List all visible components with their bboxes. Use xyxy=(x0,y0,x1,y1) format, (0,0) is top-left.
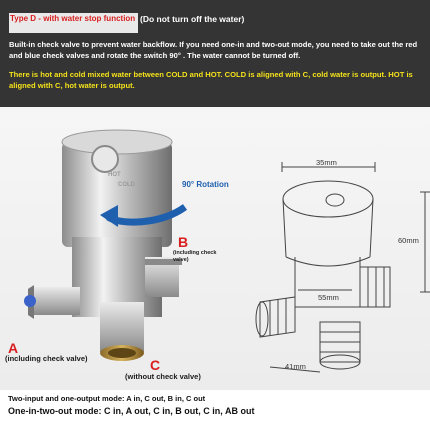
knob-engraving-hot: HOT xyxy=(108,172,121,178)
technical-drawing xyxy=(256,162,430,372)
type-label: Type D - with water stop function xyxy=(10,14,136,23)
port-c-note: (without check valve) xyxy=(125,372,201,381)
mode-two-in-one-out: Two-input and one-output mode: A in, C out, B in, C out xyxy=(8,394,206,403)
dimension-bottom: 41mm xyxy=(285,362,306,371)
port-a-label: A xyxy=(8,340,19,356)
dimension-top: 35mm xyxy=(316,158,337,167)
mode-one-in-two-out: One-in-two-out mode: C in, A out, C in, B out, C in, AB out xyxy=(8,406,255,416)
product-illustration xyxy=(0,107,430,390)
port-b-note: (including check valve) xyxy=(173,250,217,263)
knob-engraving-cold: COLD xyxy=(118,182,135,188)
description-text: Built-in check valve to prevent water backflow. If you need one-in and two-out mode, you need to take out the red and blue check valves and rotate the switch 90° . The water cannot be turned off. xyxy=(9,40,418,60)
highlight-text: There is hot and cold mixed water between COLD and HOT. COLD is aligned with C, cold water is output. HOT is aligned with C, hot water is output. xyxy=(9,70,413,90)
water-note: (Do not turn off the water) xyxy=(140,14,245,24)
rotation-label: 90° Rotation xyxy=(182,180,229,189)
dimension-width: 55mm xyxy=(318,293,339,302)
dimension-height: 60mm xyxy=(398,236,419,245)
valve-photo xyxy=(24,130,182,361)
port-a-note: (including check valve) xyxy=(5,354,88,363)
port-c-label: C xyxy=(150,357,161,373)
port-b-label: B xyxy=(178,234,189,250)
